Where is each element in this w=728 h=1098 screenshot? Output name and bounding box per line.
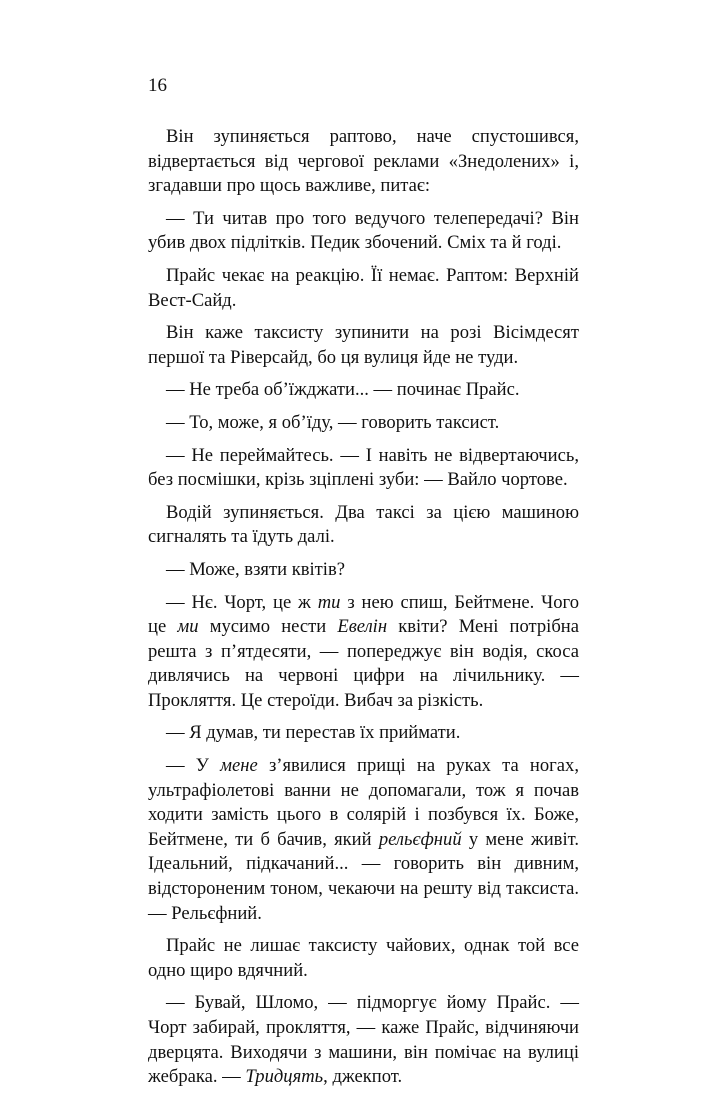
paragraph <box>148 264 579 313</box>
paragraph <box>148 934 579 983</box>
paragraph <box>148 591 579 714</box>
paragraph <box>148 321 579 370</box>
emphasis-text: рельєфний <box>378 828 462 850</box>
paragraph <box>148 444 579 493</box>
text-run: — Нє. Чорт, це ж <box>166 591 318 613</box>
text-run: Прайс не лишає таксисту чайових, однак той все одно щиро вдячний. <box>148 935 579 981</box>
text-run: Водій зупиняється. Два таксі за цією машиною сигналять та їдуть далі. <box>148 501 579 548</box>
text-run: Він зупиняється раптово, наче спустошився, відвертається від чергової реклами «Знедолених» і, згадавши про щось важливе, питає: <box>148 126 579 197</box>
emphasis-text: ти <box>317 591 341 613</box>
paragraph <box>148 991 579 1089</box>
text-run: мусимо нести <box>198 616 338 638</box>
emphasis-text: ми <box>177 616 199 638</box>
text-run: , джекпот. <box>323 1066 403 1088</box>
text-run: Він каже таксисту зупинити на розі Вісімдесят першої та Ріверсайд, бо ця вулиця йде не туди. <box>148 322 579 368</box>
paragraph <box>148 721 579 746</box>
text-run: з’явилися прищі на руках та ногах, ультрафіолетові ванни не допомагали, тож я почав ходити замість цього в солярій і позбувся їх. Боже, Бейтмене, ти б бачив, який <box>148 755 579 850</box>
paragraph <box>148 558 579 583</box>
text-run: — Не треба об’їжджати... — починає Прайс. <box>166 379 520 401</box>
paragraph <box>148 501 579 550</box>
text-run: — Може, взяти квітів? <box>166 558 346 580</box>
emphasis-text: Тридцять <box>245 1066 324 1088</box>
paragraph <box>148 411 579 436</box>
text-run: — Ти читав про того ведучого телепередачі? Він убив двох підлітків. Педик збочений. Сміх та й годі. <box>148 207 579 254</box>
emphasis-text: мене <box>220 755 258 777</box>
emphasis-text: Евелін <box>337 616 388 638</box>
text-run: — Бувай, Шломо, — підморгує йому Прайс. — Чорт забирай, прокляття, — каже Прайс, відчиняючи дверцята. Виходячи з машини, він помічає на вулиці жебрака. — <box>148 992 579 1088</box>
paragraph <box>148 754 579 926</box>
text-run: Прайс чекає на реакцію. Її немає. Раптом: Верхній Вест-Сайд. <box>148 264 579 311</box>
page-number: 16 <box>148 75 167 96</box>
paragraph <box>148 378 579 403</box>
text-run: у мене живіт. Ідеальний, підкачаний... — говорить він дивним, відстороненим тоном, чекаючи на решту від таксиста. — Рельєфний. <box>148 828 579 924</box>
paragraph <box>148 207 579 256</box>
paragraph <box>148 125 579 199</box>
text-run: — Не переймайтесь. — І навіть не відвертаючись, без посмішки, крізь зціплені зуби: — Вайло чортове. <box>148 444 579 491</box>
text-run: з нею спиш, Бейтмене. Чого це <box>148 591 579 638</box>
text-run: — Я думав, ти перестав їх приймати. <box>166 722 461 744</box>
text-run: квіти? Мені потрібна решта з п’ятдесяти, — попереджує він водія, скоса дивлячись на червоні цифри на лічильнику. — Прокляття. Це стероїди. Вибач за різкість. <box>148 616 579 711</box>
text-run: — У <box>166 755 221 777</box>
text-run: — То, може, я об’їду, — говорить таксист. <box>166 411 500 433</box>
text-body <box>148 125 579 1098</box>
